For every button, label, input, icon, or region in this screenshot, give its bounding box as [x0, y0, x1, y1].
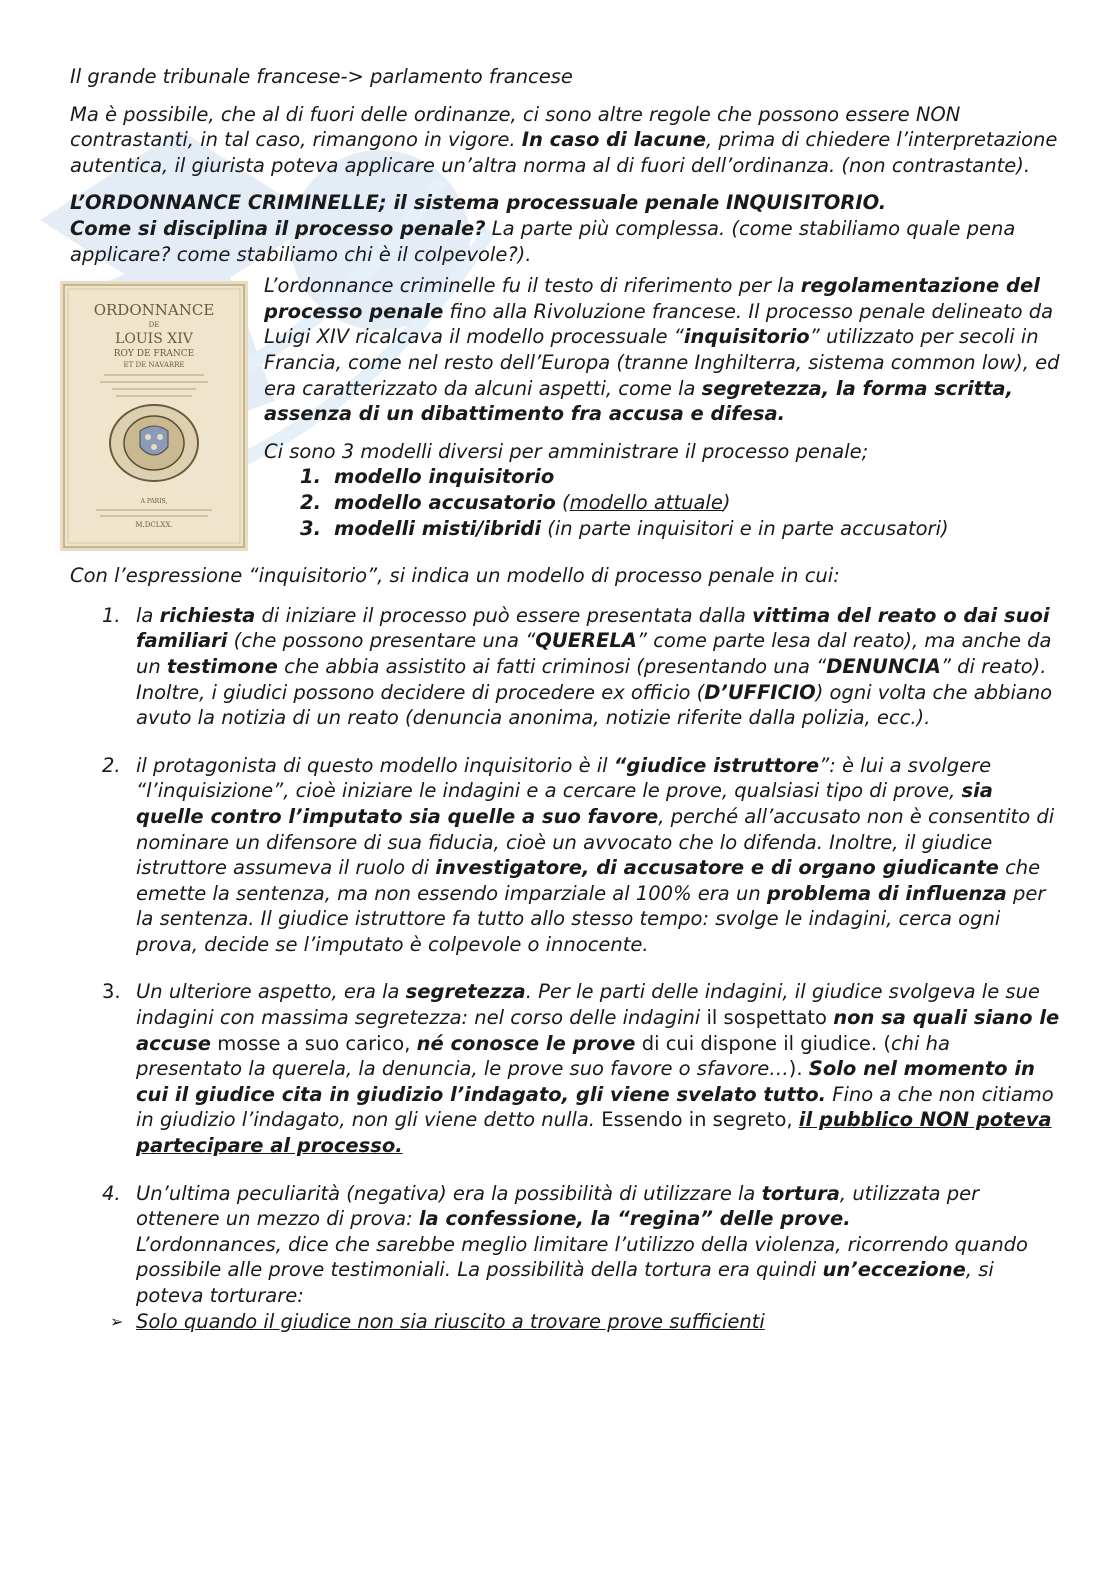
text: chi ha presentato la querela, la denuncia, le prove suo favore o sfavore… — [136, 1031, 950, 1081]
ordonnance-paragraph — [264, 273, 1060, 427]
list-item — [70, 753, 1060, 958]
model-label: modello accusatorio — [334, 490, 556, 514]
question-rest: La parte più complessa. (come stabiliamo quale pena applicare? come stabiliamo chi è il colpevole?). — [70, 216, 1016, 266]
text: mosse a suo carico, — [211, 1031, 417, 1055]
text: il protagonista di questo modello inquisitorio è il — [136, 753, 614, 777]
text-bold: né conosce le prove — [416, 1031, 636, 1055]
models-list — [264, 464, 1060, 541]
ord-text-a: L’ordonnance criminelle fu il testo di riferimento per la — [264, 274, 801, 298]
text: Un ulteriore aspetto, era la — [136, 980, 406, 1004]
text: ”: è lui a svolgere “l’inquisizione”, cioè iniziare le indagini e a cercare le prove, qualsiasi tipo di prove, — [136, 753, 992, 803]
text-bold: non sa quali siano le accuse — [136, 1006, 1060, 1055]
model-label: modello inquisitorio — [334, 465, 555, 489]
figure-title-3: LOUIS XIV — [115, 331, 193, 348]
text: che abbia assistito ai fatti criminosi (presentando una “ — [277, 654, 827, 678]
text-bold: testimone — [166, 654, 278, 678]
model-number: 1. — [300, 465, 321, 489]
text: Essendo in segreto, — [595, 1108, 799, 1132]
text: . Per le parti delle indagini, il giudice svolgeva le sue indagini con massima segretezza: nel corso delle indagini — [136, 980, 1040, 1030]
model-extra: (in parte inquisitori e in parte accusatori) — [541, 516, 949, 540]
ord-text-d: inquisitorio — [683, 325, 810, 349]
text: ” come parte lesa dal reato), ma anche da un — [136, 629, 1052, 678]
figure-title-5: ET DE NAVARRE — [123, 361, 185, 370]
text: Fino a che non citiamo in giudizio l’indagato, non gli viene detto nulla. — [136, 1082, 1054, 1132]
text: ) ogni volta che abbiano avuto la notizia di un reato (denuncia anonima, notizie riferite dalla polizia, ecc.). — [136, 680, 1053, 730]
text-bold: la confessione, la “regina” delle prove. — [418, 1207, 851, 1231]
bullet-text: Solo quando il giudice non sia riuscito a trovare prove sufficienti — [136, 1309, 765, 1333]
text: la — [136, 603, 160, 627]
text-bold: DENUNCIA — [826, 654, 941, 678]
text: Un’ultima peculiarità (negativa) era la possibilità di utilizzare la — [136, 1181, 762, 1205]
item-number: 1. — [102, 603, 121, 627]
list-item — [70, 603, 1060, 731]
text: , si poteva torturare: — [136, 1258, 994, 1307]
figure-city: A PARIS, — [140, 498, 168, 506]
model-number: 3. — [300, 516, 321, 540]
text: , utilizzata per ottenere un mezzo di prova: — [136, 1181, 980, 1231]
text-bold: tortura — [761, 1181, 840, 1205]
text: L’ordonnances, dice che sarebbe meglio limitare l’utilizzo della violenza, ricorrendo quando possibile alle prove testimoniali. La possibilità della tortura era quindi — [136, 1232, 1028, 1282]
arrow-bullet-item — [70, 1309, 1060, 1335]
figure-title-1: ORDONNANCE — [93, 301, 215, 320]
features-list — [70, 603, 1060, 1309]
text-bold: Solo nel momento in cui il giudice cita in giudizio l’indagato, gli viene svelato tutto. — [136, 1057, 1035, 1106]
text-bold: QUERELA — [535, 629, 637, 653]
text: di cui dispone il giudice. ( — [635, 1031, 891, 1055]
figure-text — [264, 273, 1060, 551]
section-title: L’ORDONNANCE CRIMINELLE; il sistema processuale penale INQUISITORIO. — [70, 191, 887, 215]
model-extra: ) — [722, 490, 731, 514]
text: ). — [788, 1057, 809, 1081]
definition-line: Con l’espressione “inquisitorio”, si indica un modello di processo penale in cui: — [70, 564, 840, 588]
text-bold: segretezza — [405, 980, 526, 1004]
intro-paragraph — [70, 102, 1060, 179]
ordonnance-book-image — [60, 281, 248, 551]
text-bold-underlined: il pubblico NON poteva partecipare al processo. — [136, 1108, 1052, 1158]
model-extra: ( — [555, 490, 570, 514]
ord-text-e: ” utilizzato per secoli in Francia, come nel resto dell’Europa (tranne Inghilterra, sistema common low), ed era caratterizzato da alcuni aspetti, come la — [264, 325, 1060, 400]
model-number: 2. — [300, 490, 321, 514]
ord-text-c: fino alla Rivoluzione francese. Il processo penale delineato da Luigi XIV ricalcava il modello processuale “ — [264, 299, 1054, 349]
text: di iniziare il processo può essere presentata dalla — [255, 603, 753, 627]
text-bold: problema di influenza — [766, 881, 1007, 905]
item-number: 4. — [102, 1181, 121, 1205]
arrow-bullet-icon: ➢ — [110, 1311, 124, 1331]
text-bold: investigatore, di accusatore e di organo giudicante — [435, 856, 999, 880]
item-number: 3. — [102, 980, 121, 1004]
figure-title-2: DE — [148, 321, 160, 330]
text-bold: vittima del reato o dai suoi familiari — [136, 603, 1050, 653]
intro-text-1: Ma è possibile, che al di fuori delle ordinanze, ci sono altre regole che possono essere NON contrastanti, in tal caso, rimangono in vigore. — [70, 102, 961, 152]
item-number: 2. — [102, 753, 121, 777]
text: che emette la sentenza, ma non essendo imparziale al 100% era un — [136, 856, 1041, 905]
list-item — [70, 1181, 1060, 1309]
text: il sospettato — [700, 1006, 834, 1030]
ord-text-f: segretezza, la forma scritta, assenza di un dibattimento fra accusa e difesa. — [264, 376, 1013, 426]
text-bold: un’eccezione — [822, 1258, 966, 1282]
model-extra-underlined: modello attuale — [569, 490, 723, 514]
models-intro: Ci sono 3 modelli diversi per amministrare il processo penale; — [264, 439, 869, 463]
header-line: Il grande tribunale francese-> parlamento francese — [70, 65, 573, 88]
text: Inoltre, i giudici possono decidere di procedere ex officio ( — [136, 680, 705, 704]
text-bold: D’UFFICIO — [704, 680, 816, 704]
text: ” di reato). — [940, 654, 1047, 678]
text-bold: “giudice istruttore — [613, 753, 820, 777]
model-item — [300, 464, 1060, 490]
model-item — [300, 516, 1060, 542]
question-bold: Come si disciplina il processo penale? — [70, 216, 486, 240]
figure-year: M.DCLXX. — [135, 521, 173, 530]
ord-text-b: regolamentazione del processo penale — [264, 274, 1040, 323]
document-page — [70, 64, 1060, 1334]
model-label: modelli misti/ibridi — [334, 516, 542, 540]
text: (che possono presentare una “ — [227, 629, 536, 653]
intro-bold: In caso di lacune — [521, 128, 706, 152]
figure-row — [70, 273, 1060, 551]
intro-text-3: , prima di chiedere l’interpretazione autentica, il giurista poteva applicare un’altra norma al di fuori dell’ordinanza. (non contrastante). — [70, 128, 1058, 177]
figure-title-4: ROY DE FRANCE — [113, 349, 195, 360]
model-item — [300, 490, 1060, 516]
text: per la sentenza. Il giudice istruttore fa tutto allo stesso tempo: svolge le indagini, cerca ogni prova, decide se l’imputato è colpevole o innocente. — [136, 881, 1046, 956]
text-bold: sia quelle contro l’imputato sia quelle a suo favore — [136, 779, 993, 828]
list-item — [70, 979, 1060, 1158]
section-question — [70, 216, 1060, 267]
text-bold: richiesta — [159, 603, 256, 627]
text: , perché all’accusato non è consentito di nominare un difensore di sua fiducia, cioè un avvocato che lo difenda. Inoltre, il giudice istruttore assumeva il ruolo di — [136, 804, 1055, 880]
